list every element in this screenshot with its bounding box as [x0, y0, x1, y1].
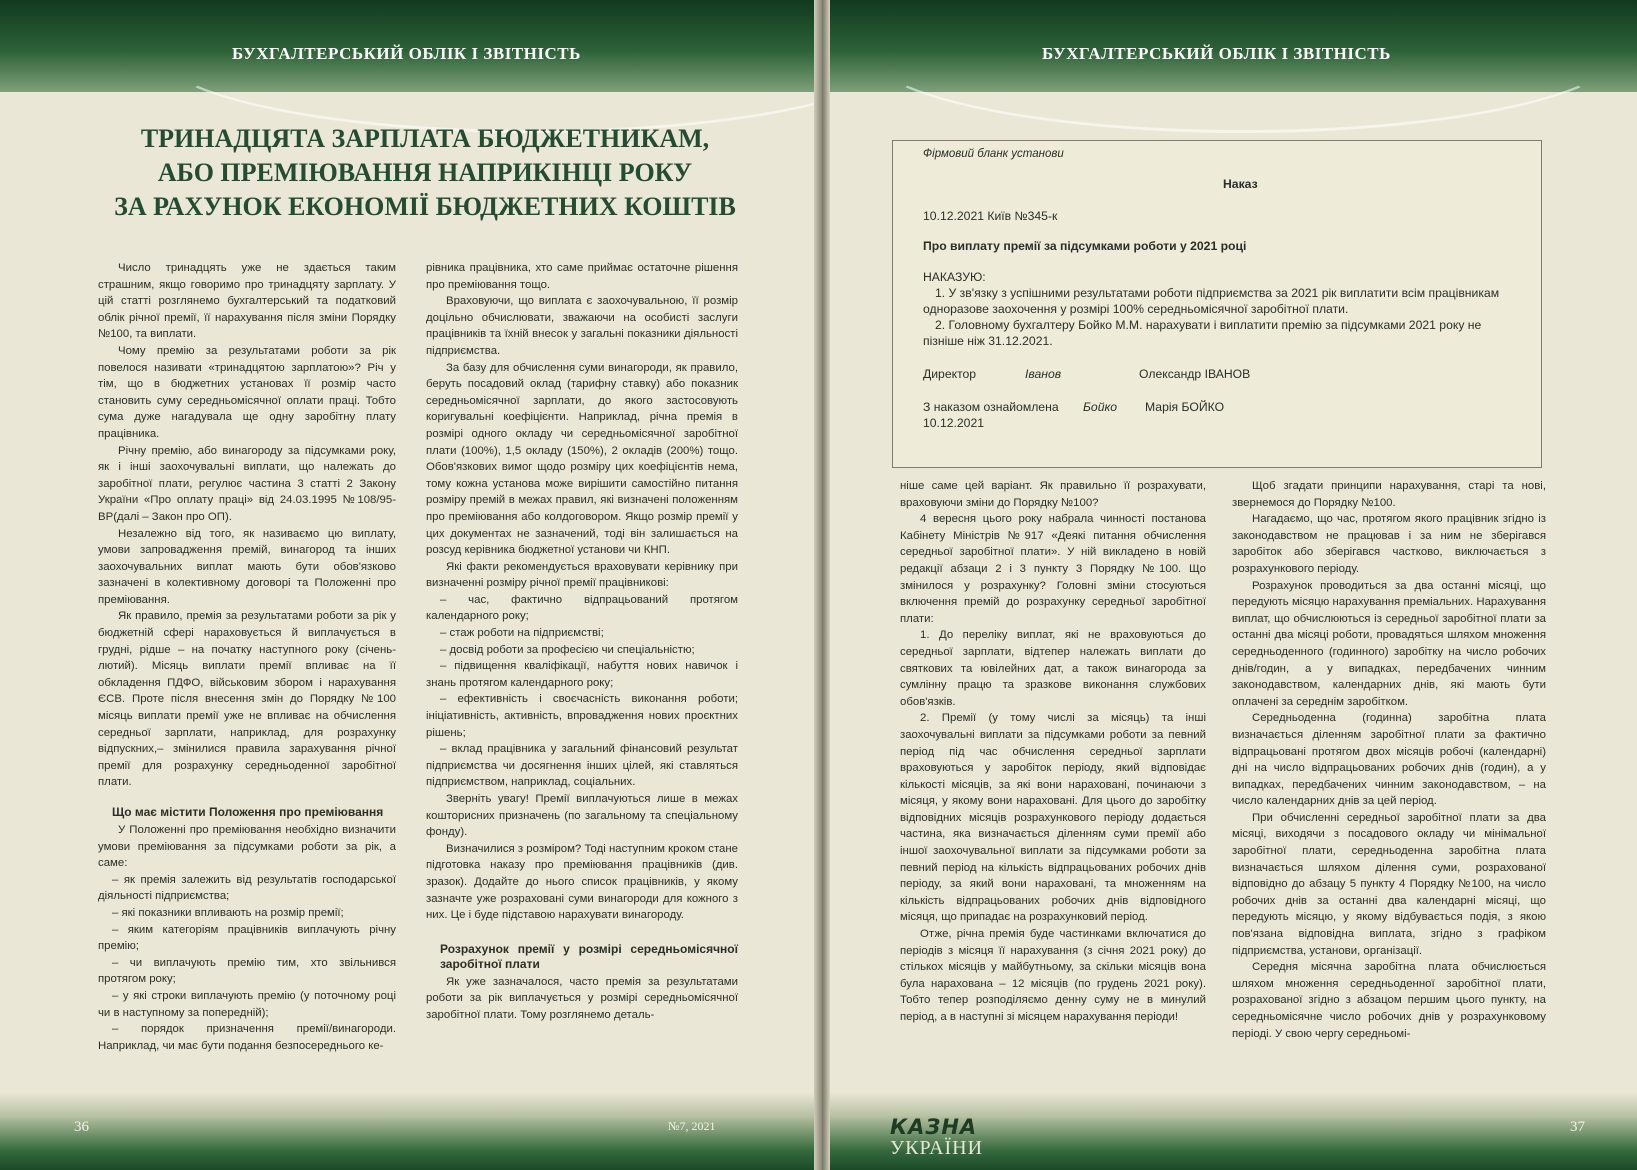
letterhead-label: Фірмовий бланк установи — [923, 148, 1064, 160]
ack-signature: Бойко — [1083, 400, 1118, 414]
paragraph: Середня місячна заробітна плата обчислюється шляхом множення середньоденної заробітної плати, розрахованої згідно з абзацом першим цього пункту, на середньомісячне число робочих днів у розрахунковому періоді. У свою чергу середньомі- — [1232, 961, 1546, 1040]
article-title — [100, 122, 750, 224]
right-page — [830, 0, 1637, 1170]
list-item: – порядок призначення премії/винагороди. Наприклад, чи має бути подання безпосереднього ке- — [98, 1023, 396, 1052]
list-item: – вклад працівника у загальний фінансовий результат підприємства чи досягнення інших цілей, які ставляться підприємством, наприклад, соціальних. — [426, 743, 738, 789]
ack-name: Марія БОЙКО — [1145, 400, 1225, 414]
subheading: Розрахунок премії у розмірі середньомісячної заробітної плати — [440, 941, 738, 971]
paragraph: У Положенні про преміювання необхідно визначити умови преміювання за підсумками роботи за рік, а саме: — [98, 824, 396, 870]
list-item: – як премія залежить від результатів господарської діяльності підприємства; — [98, 873, 396, 903]
paragraph: Чому премію за результатами роботи за рік повелося називати «тринадцятою зарплатою»? Річ у тім, що в бюджетних установах її розмір часто становить суму середньомісячної оплати праці. Тобто сума дуже нагадувала ще одну заробітну плату працівника. — [98, 344, 396, 440]
section-title: БУХГАЛТЕРСЬКИЙ ОБЛІК І ЗВІТНІСТЬ — [1042, 44, 1391, 63]
paragraph: За базу для обчислення суми винагороди, як правило, беруть посадовий оклад (тарифну ставку) або показник середньомісячної зарплати, до якого застосовують коригувальні коефіцієнти. Наприклад, річна премія в розмірі одного окладу чи середньомісячної заробітної плати (100%), 1,5 окладу (150%), 2 окладів (200%) тощо. Обов'язкових вимог щодо розміру цих коефіцієнтів нема, тому кожна установа може вирішити самостійно питання розміру премій в межах правил, які визначені положенням про преміювання або колдоговором. Якщо розмір премії у цих документах не зазначений, тоді він залишається на розсуд керівника бюджетної установи чи КНП. — [426, 361, 738, 557]
logo-text-bottom: УКРАЇНИ — [890, 1137, 984, 1159]
logo-text-top: КАЗНА — [890, 1115, 978, 1139]
director-signature: Іванов — [1025, 367, 1062, 381]
paragraph: Річну премію, або винагороду за підсумками року, як і інші заохочувальні виплати, що належать до заробітної плати, регулює частина 3 статті 2 Закону України «Про оплату праці» від 24.03.1995 №108/95-ВР(далі – Закон про ОП). — [98, 444, 396, 523]
page-header-band — [0, 0, 814, 92]
paragraph: Зверніть увагу! Премії виплачуються лише в межах кошторисних призначень (по загальному та спеціальному фонду). — [426, 793, 738, 839]
left-page-column-1 — [98, 260, 396, 1054]
paragraph: Незалежно від того, як називаємо цю виплату, умови запровадження премій, винагород та інших заохочувальних виплат мають бути обов'язково зазначені в колективному договорі та Положенні про преміювання. — [98, 527, 396, 606]
list-item: – чи виплачують премію тим, хто звільнився протягом року; — [98, 956, 396, 986]
order-item: 1. У зв'язку з успішними результатами роботи підприємства за 2021 рік виплатити всім працівникам одноразове заохочення у розмірі 100% середньомісячної заробітної плати. — [923, 286, 1500, 316]
right-page-column-1 — [900, 478, 1206, 1026]
list-item: – у які строки виплачують премію (у поточному році чи в наступному за попередній); — [98, 989, 396, 1019]
paragraph: Враховуючи, що виплата є заохочувальною, її розмір доцільно обчислювати, зважаючи на особисті заслуги працівників та їхній внесок у загальні показники діяльності підприємства. — [426, 295, 738, 357]
director-label: Директор — [923, 367, 977, 381]
page-number: 37 — [1570, 1119, 1585, 1135]
order-date-line: 10.12.2021 Київ №345-к — [923, 209, 1058, 223]
page-footer-band — [0, 1092, 814, 1170]
order-item: 2. Головному бухгалтеру Бойко М.М. нарахувати і виплатити премію за підсумками 2021 року не пізніше ніж 31.12.2021. — [923, 318, 1482, 348]
paragraph: Середньоденна (годинна) заробітна плата визначається діленням заробітної плати за фактично відпрацьовані протягом двох місяців робочі (календарні) дні на число відпрацьованих робочих днів (годин), а у випадках, передбачених чинним законодавством, – на число календарних днів за цей період. — [1232, 712, 1546, 808]
order-subject: Про виплату премії за підсумками роботи у 2021 році — [923, 239, 1247, 253]
title-line: ЗА РАХУНОК ЕКОНОМІЇ БЮДЖЕТНИХ КОШТІВ — [114, 192, 736, 221]
header-arc-decoration — [150, 0, 814, 133]
paragraph: 1. До переліку виплат, які не враховуються до середньої зарплати, відтепер належать виплати до святкових та ювілейних дат, а також винагорода за сумлінну працю та зразкове виконання службових обов'язків. — [900, 629, 1206, 708]
paragraph: При обчисленні середньої заробітної плати за два місяці, виходячи з посадового окладу чи мінімальної заробітної плати, середньоденна заробітна плата визначається шляхом ділення суми, розрахованої відповідно до абзацу 5 пункту 4 Порядку №100, на число робочих днів за останні два календарні місяці, що передують місяцю, у якому відбувається подія, з якою пов'язана відповідна виплата, згідно з графіком підприємства, установи, організації. — [1232, 811, 1546, 957]
page-footer-band — [830, 1092, 1637, 1170]
issue-number: №7, 2021 — [668, 1119, 716, 1133]
list-item: – підвищення кваліфікації, набуття нових навичок і знань протягом календарного року; — [426, 660, 738, 689]
title-line: ТРИНАДЦЯТА ЗАРПЛАТА БЮДЖЕТНИКАМ, — [140, 124, 710, 153]
ack-date: 10.12.2021 — [923, 416, 984, 430]
subheading: Що має містити Положення про преміювання — [112, 805, 384, 819]
paragraph: Розрахунок проводиться за два останні місяці, що передують місяцю нарахування преміальних. Нарахування виплат, що обчислюються із середньої заробітної плати за останні два місяці роботи, провадяться шляхом множення середньоденного (годинного) заробітку на число робочих днів/годин, а у випадках, передбачених чинним законодавством, календарних днів, які мають бути оплачені за середнім заробітком. — [1232, 579, 1546, 708]
ack-label: З наказом ознайомлена — [923, 400, 1059, 414]
order-decree: НАКАЗУЮ: — [923, 270, 986, 284]
list-item: – які показники впливають на розмір премії; — [112, 906, 344, 919]
paragraph: ніше саме цей варіант. Як правильно її розрахувати, враховуючи зміни до Порядку №100? — [900, 480, 1206, 509]
magazine-logo — [890, 1117, 983, 1158]
left-page — [0, 0, 814, 1170]
order-sample-box — [892, 140, 1542, 468]
paragraph: Щоб згадати принципи нарахування, старі та нові, звернемося до Порядку №100. — [1232, 480, 1546, 509]
spine-gutter — [814, 0, 830, 1170]
paragraph: Визначилися з розміром? Тоді наступним кроком стане підготовка наказу про преміювання працівників (див. зразок). Додайте до нього список працівників, у якому зазначте уже розраховані суми винагороди для кожного з них. Це і буде підставою нарахувати винагороду. — [426, 842, 738, 922]
paragraph: 4 вересня цього року набрала чинності постанова Кабінету Міністрів №917 «Деякі питання обчислення середньої заробітної плати». У ній викладено в новій редакції абзаци 2 і 3 пункту 3 Порядку №100. Що змінилося у розрахунку? Головні зміни стосуються включення премій до розрахунку середньої заробітної плати: — [900, 513, 1206, 625]
list-item: – час, фактично відпрацьований протягом календарного року; — [426, 593, 738, 623]
acknowledgement-block — [923, 399, 1059, 431]
page-header-band — [830, 0, 1637, 92]
paragraph: Число тринадцять уже не здається таким страшним, якщо говоримо про тринадцяту зарплату. У цій статті розглянемо бухгалтерський та податковий облік річної премії, її нарахування після зміни Порядку №100, та виплати. — [98, 262, 396, 341]
order-title: Наказ — [1223, 177, 1258, 191]
page-number: 36 — [74, 1119, 89, 1135]
paragraph: Отже, річна премія буде частинками включатися до періодів з місяця її нарахування (з січня 2021 року) до стількох місяців у майбутньому, за скільки місяців вона була нарахована – 12 місяців (по грудень 2021 року). Тобто тепер розподіляємо денну суму не в минулий період, а в наступні зі місяцем нарахування періоди! — [900, 928, 1206, 1023]
left-page-column-2 — [426, 260, 738, 1024]
list-item: – ефективність і своєчасність виконання роботи; ініціативність, активність, впровадження нових проєктних рішень; — [426, 693, 738, 739]
director-name: Олександр ІВАНОВ — [1139, 367, 1251, 381]
paragraph: Як правило, премія за результатами роботи за рік у бюджетній сфері нараховується й виплачується в грудні, рідше – на початку наступного року (січень-лютий). Місяць виплати премії впливає на її обкладення ПДФО, військовим збором і нарахування ЄСВ. Проте після внесення змін до Порядку №100 місяць виплати премії уже не впливає на обчислення середньої зарплати, наприклад, для розрахунку відпускних,– змінилися правила зарахування річної премії для розрахунку середньоденної заробітної плати. — [98, 610, 396, 789]
header-arc-decoration — [860, 0, 1626, 133]
paragraph: рівника працівника, хто саме приймає остаточне рішення про преміювання тощо. — [426, 262, 738, 291]
paragraph: Як уже зазначалося, часто премія за результатами роботи за рік виплачується у розмірі середньомісячної заробітної плати. Тому розглянемо деталь- — [426, 975, 738, 1021]
paragraph: Які факти рекомендується враховувати керівнику при визначенні розміру річної премії працівникові: — [426, 560, 738, 590]
list-item: – досвід роботи за професією чи спеціальністю; — [440, 643, 695, 656]
list-item: – стаж роботи на підприємстві; — [440, 627, 604, 640]
list-item: – яким категоріям працівників виплачують річну премію; — [98, 923, 396, 953]
right-page-column-2 — [1232, 478, 1546, 1042]
paragraph: Нагадаємо, що час, протягом якого працівник згідно із законодавством не працював і за ним не зберігався заробіток або зберігався частково, виключається з розрахункового періоду. — [1232, 513, 1546, 575]
title-line: АБО ПРЕМІЮВАННЯ НАПРИКІНЦІ РОКУ — [157, 158, 693, 187]
section-title: БУХГАЛТЕРСЬКИЙ ОБЛІК І ЗВІТНІСТЬ — [232, 44, 581, 63]
paragraph: 2. Премії (у тому числі за місяць) та інші заохочувальні виплати за підсумками роботи за певний період під час обчислення середньої зарплати враховуються у заробіток періоду, який відповідає кількості місяців, за які вони нараховані, починаючи з місяця, у якому вони нараховані. Для цього до заробітку відповідних місяців розрахункового періоду додається частина, яка визначається діленням суми премії або іншої заохочувальної виплати за підсумками роботи за певний період на кількість відпрацьованих робочих днів періоду, за який вони нараховані, та множенням на кількість відпрацьованих робочих днів відповідного місяця, що припадає на розрахунковий період. — [900, 712, 1206, 924]
order-body — [923, 269, 1523, 349]
